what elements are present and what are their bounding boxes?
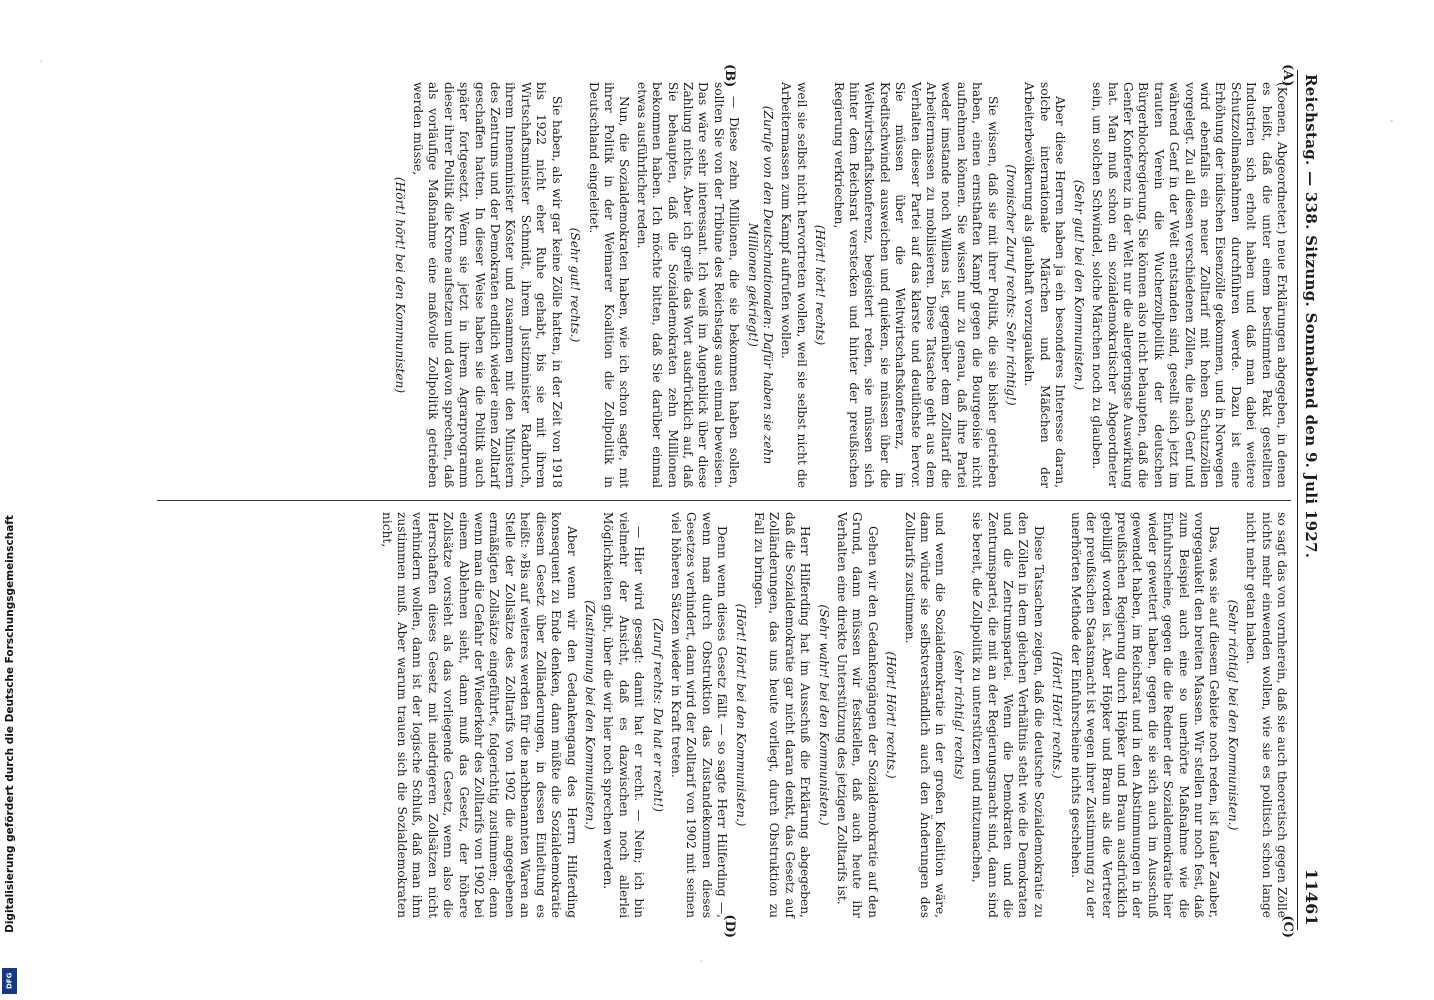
digitization-footer [0, 454, 20, 994]
scanned-page [107, 60, 1327, 940]
paragraph: Diese Tatsachen zeigen, daß die deutsche Sozialdemokratie zu den Zöllen in dem gleichen Verhältnis steht wie die Demokraten und die Zentrumspartei. Wenn die Demokraten und die Zentrumspartei, die mit an der Regierungsmacht sind, dann sind sie bereit, die Zollpolitik zu unterstützen und mitzumachen, [970, 512, 1046, 918]
paragraph: Denn wenn dieses Gesetz fällt — so sagte Herr Hilferding —, wenn man durch Obstruktion das Zustandekommen dieses Gesetzes verhindert, dann wird der Zolltarif von 1902 mit seinen viel höheren Sätzen wieder in Kraft treten. [668, 512, 730, 918]
interjection: (Hört! hört! rechts) [813, 224, 828, 346]
interjection: (Sehr richtig! bei den Kommunisten.) [1225, 599, 1240, 831]
page-number: 11461 [1302, 868, 1321, 926]
scan-speck [1390, 120, 1393, 122]
paragraph: und wenn die Sozialdemokratie in der großen Koalition wäre, dann würde sie selbstverständlich auch den Änderungen des Zolltarifs zustimmen. [902, 512, 948, 918]
scan-speck [700, 960, 702, 962]
interjection: (sehr richtig! rechts) [951, 650, 966, 780]
paragraph: Das, was sie auf diesem Gebiete noch reden, ist fauler Zauber, vorgegaukelt den breiten Massen. Wir stellen nur noch fest, daß zum Beispiel auch eine so unerhörte Maßnahme wie die Einfuhrscheine, gegen die die Redner der Sozialdemokratie hier wieder gewettert haben, gegen die sie sich auch im Ausschuß gewendet haben, im Reichsrat und in den Abstimmungen in der preußischen Regierung durch Höpker und Braun ausdrücklich gebilligt worden ist. Aber Höpker und Braun als die Vertreter der preußischen Staatsmacht ist wegen ihrer Zustimmung zu der unerhörten Methode der Einfuhrscheine nichts geschehen. [1068, 512, 1222, 918]
margin-marker-c: (C) [1280, 915, 1295, 938]
text-columns [157, 64, 1297, 938]
paragraph: Sie haben, als wir gar keine Zölle hatten, in der Zeit von 1918 bis 1922 nicht eher Ruhe gehabt, bis sie mit ihrem Wirtschaftsminister Schmidt, ihrem Justizminister Radbruch, ihrem Innenminister Köster und zusammen mit den Ministern des Zentrums und der Demokraten endlich wieder einen Zolltarif geschaffen hatten. In dieser Weise haben sie die Politik auch später fortgesetzt. Wenn sie jetzt in ihrem Agrarprogramm dieser ihrer Politik die Krone aufsetzen und davon sprechen, daß als vorläufige Maßnahme eine maßvolle Zollpolitik getrieben werden müsse, [411, 82, 564, 488]
left-column [157, 70, 1297, 500]
paragraph: — Hier wird gesagt: damit hat er recht. — Nein; ich bin vielmehr der Ansicht, daß es dazwischen noch allerlei Möglichkeiten gibt, über die wir hier noch sprechen werden. [601, 512, 647, 918]
paragraph: Sie wissen, daß sie mit ihrer Politik, die sie bisher getrieben haben, einen ernsthaften Kampf gegen die Bourgeoisie nicht aufnehmen können. Sie wissen nur zu genau, daß ihre Partei weder imstande noch Willens ist, gegenüber dem Zolltarif die Arbeitermassen zu mobilisieren. Diese Tatsache geht aus dem Verhalten dieser Partei auf das klarste und deutlichste hervor. Sie müssen über die Weltwirtschaftskonferenz, im Kreditschwindel ausweichen und quieken, sie müssen über die Weltwirtschaftskonferenz, begeistert reden, sie müssen sich hinter dem Reichsrat verstecken und hinter der preußischen Regierung verkriechen, [831, 82, 1000, 488]
paragraph: Aber wenn wir den Gedankengang des Herrn Hilferding konsequent zu Ende denken, dann müßte die Sozialdemokratie diesem Gesetz über Zolländerungen, in dessen Einleitung es heißt: »Bis auf weiteres werden für die nachbenannten Waren an Stelle der Zollsätze des Zolltarifs von 1902 die angegebenen ermäßigten Zollsätze eingeführt«, folgerichtig zustimmen; denn wenn man die Gefahr der Wiederkehr des Zolltarifs von 1902 bei einem Ablehnen sieht, dann muß das Gesetz, der höhere Zollsätze vorsieht als das vorliegende Gesetz, wenn also die Herrschaften dieses Gesetz mit niedrigeren Zollsätzen nicht verhindern wollen, dann ist der logische Schluß, daß man ihm zustimmen muß. Aber warum trauen sich die Sozialdemokraten nicht, [379, 512, 579, 918]
right-column [157, 500, 1297, 930]
column-divider [157, 500, 1291, 501]
paragraph: — Diese zehn Millionen, die sie bekommen haben sollen, sollten Sie von der Tribüne des Reichstags aus einmal beweisen. Das wäre sehr interessant. Ich weiß im Augenblick über diese Zahlung nichts. Aber ich greife das Wort ausdrücklich auf, daß Sie behaupten, daß die Sozialdemokraten zehn Millionen bekommen haben. Ich möchte bitten, daß Sie darüber einmal etwas ausführlicher reden. [634, 82, 742, 488]
scan-speck [40, 60, 42, 62]
interjection: (Zuruf rechts: Da hat er recht!) [650, 618, 665, 812]
paragraph: weil sie selbst nicht hervortreten wollen, weil sie selbst nicht die Arbeitermassen zum Kampf aufrufen wollen. [779, 82, 809, 488]
interjection: (Hört! hört! bei den Kommunisten) [392, 176, 407, 394]
interjection: (Hört! Hört! bei den Kommunisten.) [733, 603, 748, 827]
page-title: Reichstag. — 338. Sitzung. Sonnabend den 9. Juli 1927. [1302, 74, 1320, 559]
interjection: (Hört! Hört! rechts.) [1050, 651, 1065, 779]
interjection: (Sehr wahr! bei den Kommunisten.) [816, 604, 831, 826]
interjection: (Zustimmung bei den Kommunisten.) [582, 600, 597, 830]
margin-marker-b: (B) [722, 64, 737, 88]
paragraph: (Koenen, Abgeordneter.) neue Erklärungen abgegeben, in denen es heißt, daß die unter einem bestimmten Pakt gestellten Industrien sich erholt haben und daß man dabei weitere Schutzzollmaßnahmen durchführen werde. Dazu ist eine Erhöhung der indischen Eisenzölle gekommen, und in Norwegen wird ebenfalls ein neuer Zolltarif mit hohen Schutzzöllen vorgelegt. Zu all diesen verschiedenen Zöllen, die nach Genf und während Genf in der Welt entstanden sind, gesellt sich jetzt im trauten Verein die Wucherzollpolitik der deutschen Bürgerblockregierung. Sie können also nicht behaupten, daß die Genfer Konferenz in der Welt nur die allergeringste Auswirkung hat. Man muß schon ein sozialdemokratischer Abgeordneter sein, um solchen Schwindel, solche Märchen noch zu glauben. [1090, 82, 1289, 488]
dfg-logo-text: DFG [5, 972, 14, 990]
margin-marker-a: (A) [1280, 64, 1295, 87]
interjection: (Sehr gut! bei den Kommunisten.) [1071, 179, 1086, 391]
interjection: (Ironischer Zuruf rechts: Sehr richtig!) [1004, 164, 1019, 406]
dfg-logo [2, 968, 17, 994]
paragraph: Herr Hilferding hat im Ausschuß die Erklärung abgegeben, daß die Sozialdemokratie gar nicht daran denkt, das Gesetz auf Zolländerungen, das uns heute vorliegt, durch Obstruktion zu Fall zu bringen. [752, 512, 813, 918]
paragraph: Gehen wir den Gedankengängen der Sozialdemokratie auf den Grund, dann müssen wir feststellen, daß auch heute ihr Verhalten eine direkte Unterstützung des jetzigen Zolltarifs ist. [835, 512, 880, 918]
interjection: (Zurufe von den Deutschnationalen: Dafür haben sie zehn Millionen gekriegt!) [745, 105, 775, 465]
page-header [1297, 70, 1321, 930]
interjection: (Sehr gut! rechts.) [568, 227, 583, 343]
paragraph: Nun, die Sozialdemokraten haben, wie ich schon sagte, mit ihrer Politik in der Weimarer Koalition die Zollpolitik in Deutschland eingeleitet. [586, 82, 632, 488]
paragraph: Aber diese Herren haben ja ein besonderes Interesse daran, solche internationale Märchen und Mäßchen der Arbeiterbevölkerung als glaubhaft vorzugaukeln. [1022, 82, 1068, 488]
digitization-note: Digitalisierung gefördert durch die Deutsche Forschungsgemeinschaft [4, 515, 16, 933]
paragraph: so sagt das von vornherein, daß sie auch theoretisch gegen Zölle nichts mehr einwenden wollen, wie sie es politisch schon lange nicht mehr getan haben. [1244, 512, 1289, 918]
margin-marker-d: (D) [722, 914, 737, 938]
interjection: (Hört! Hört! rechts.) [884, 651, 899, 779]
